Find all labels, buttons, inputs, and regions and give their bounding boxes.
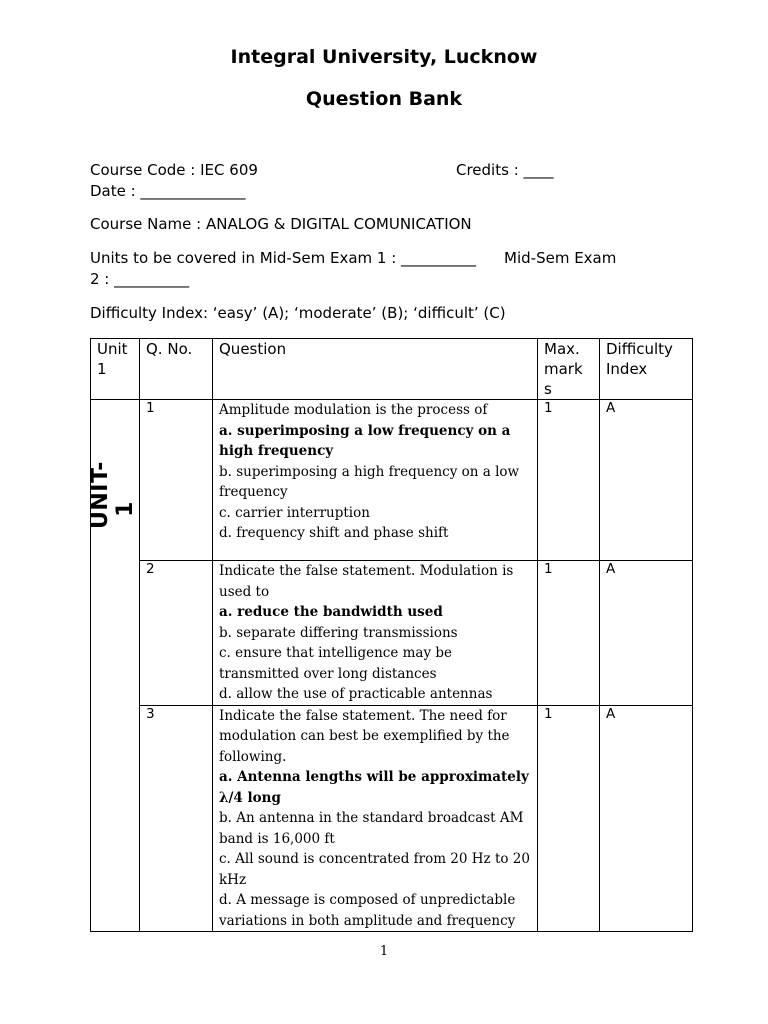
units-covered-text: Units to be covered in Mid-Sem Exam 1 : __________	[90, 249, 477, 267]
question-row	[91, 400, 693, 561]
difficulty-index: A	[600, 705, 693, 932]
header-qno: Q. No.	[140, 339, 213, 400]
header-marks-line: mark	[544, 360, 583, 378]
max-marks: 1	[538, 705, 600, 932]
question-number: 3	[140, 705, 213, 932]
question-number: 2	[140, 561, 213, 706]
question-line: Indicate the false statement. The need for modulation can best be exemplified by the following.	[219, 707, 510, 765]
question-line: b. superimposing a high frequency on a low frequency	[219, 463, 520, 500]
difficulty-index: A	[600, 561, 693, 706]
header-marks	[538, 339, 600, 400]
credits: Credits : ____	[456, 161, 554, 179]
max-marks: 1	[538, 561, 600, 706]
page-number: 1	[379, 944, 389, 959]
course-name: Course Name : ANALOG & DIGITAL COMUNICATION	[90, 215, 472, 233]
question-line: c. All sound is concentrated from 20 Hz to 20 kHz	[219, 851, 530, 888]
header-difficulty-line: Difficulty	[606, 340, 673, 358]
question-line: d. frequency shift and phase shift	[219, 525, 449, 541]
question-line: c. ensure that intelligence may be transmitted over long distances	[219, 645, 453, 682]
question-line: c. carrier interruption	[219, 504, 370, 521]
question-table	[90, 338, 693, 932]
question-line: d. allow the use of practicable antennas	[219, 686, 493, 702]
university-title: Integral University, Lucknow	[230, 46, 538, 68]
course-code: Course Code : IEC 609	[90, 161, 258, 179]
unit-label: UNIT-1	[88, 461, 138, 529]
units-covered-continued: 2 : __________	[90, 270, 190, 288]
correct-answer-option: a. superimposing a low frequency on a high frequency	[219, 422, 511, 459]
question-line: b. An antenna in the standard broadcast AM band is 16,000 ft	[219, 810, 524, 847]
difficulty-index: A	[600, 400, 693, 561]
document-title: Question Bank	[305, 88, 463, 110]
question-text	[213, 561, 538, 706]
header-row	[91, 339, 693, 400]
question-text	[213, 705, 538, 932]
header-difficulty-line: Index	[606, 360, 648, 378]
header-question: Question	[213, 339, 538, 400]
header-difficulty	[600, 339, 693, 400]
mid-sem-exam-label: Mid-Sem Exam	[504, 249, 617, 267]
date: Date : ______________	[90, 182, 246, 200]
question-line: Amplitude modulation is the process of	[219, 402, 488, 418]
question-row	[91, 561, 693, 706]
question-row	[91, 705, 693, 932]
unit-cell	[88, 400, 140, 932]
question-number: 1	[140, 400, 213, 561]
difficulty-index-legend: Difficulty Index: ‘easy’ (A); ‘moderate’ (B); ‘difficult’ (C)	[90, 304, 506, 322]
question-text	[213, 400, 538, 561]
correct-answer-option: a. reduce the bandwidth used	[219, 604, 443, 620]
correct-answer-option: a. Antenna lengths will be approximately λ/4 long	[219, 769, 529, 806]
question-line: b. separate differing transmissions	[219, 624, 458, 641]
question-line: Indicate the false statement. Modulation is used to	[219, 563, 514, 600]
max-marks: 1	[538, 400, 600, 561]
header-marks-line: s	[544, 380, 552, 398]
header-marks-line: Max.	[544, 340, 580, 358]
header-unit-line: Unit	[97, 340, 128, 358]
header-unit-line: 1	[97, 360, 107, 378]
units-covered	[90, 249, 616, 267]
header-unit	[91, 339, 140, 400]
question-line: d. A message is composed of unpredictable variations in both amplitude and frequency	[219, 892, 516, 929]
